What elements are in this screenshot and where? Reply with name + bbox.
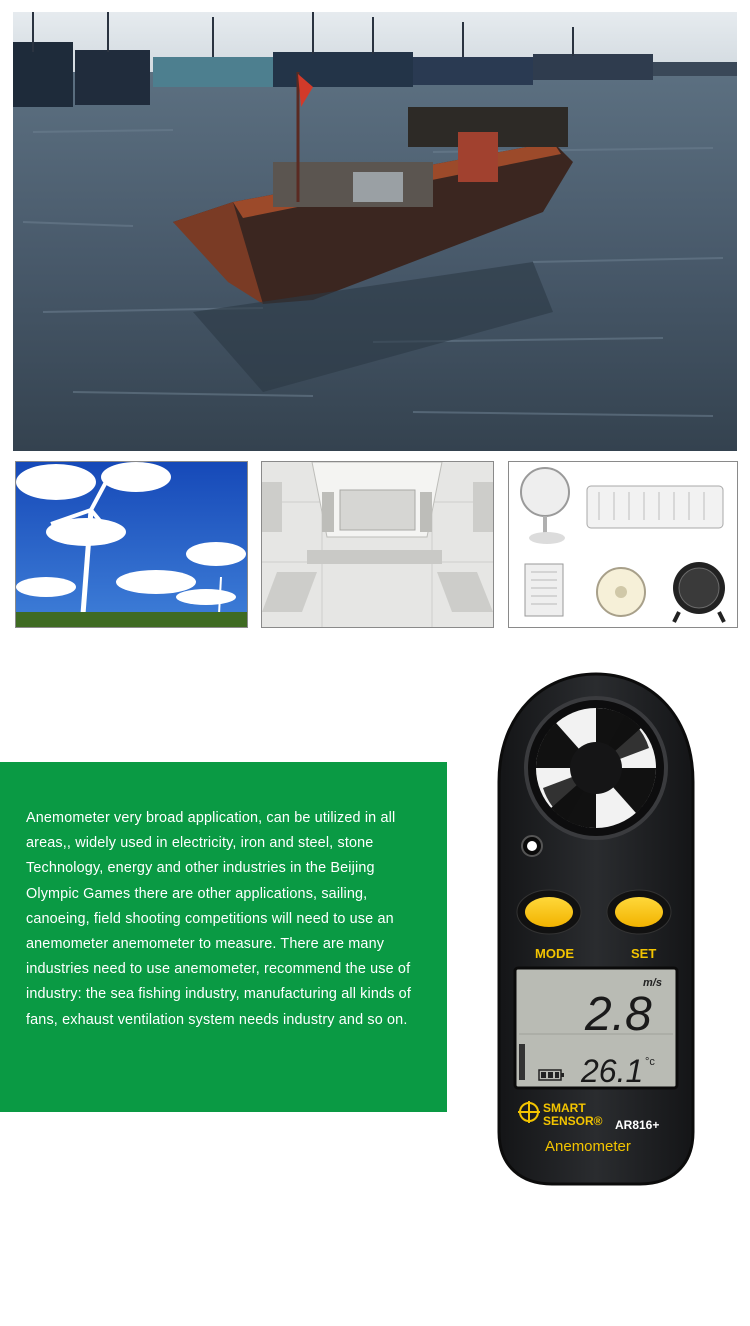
brand-line1: SMART [543,1101,586,1115]
hero-fishing-boat-photo [13,12,737,451]
mode-button[interactable] [517,890,581,934]
brand-line2: SENSOR® [543,1114,603,1128]
description-text: Anemometer very broad application, can be utilized in all areas,, widely used in electricity, iron and steel, stone Technology, energy and other industries in the Beijing Olympic Games there are other applications, sailing, canoeing, field shooting competitions will need to use an anemometer anemometer to measure. There are many industries need to use anemometer, recommend the use of industry: the sea fishing industry, manufacturing all kinds of fans, exhaust ventilation system needs industry and so on. [26,810,411,1028]
description-panel [0,762,447,1112]
product-name: Anemometer [545,1138,631,1155]
set-label: SET [631,946,657,961]
ceiling-air-conditioner-photo [261,461,494,628]
mode-label: MODE [535,946,574,961]
temp-unit: °c [645,1056,655,1068]
anemometer-device [495,672,697,1186]
speed-unit: m/s [643,977,662,989]
temp-value: 26.1 [581,1053,644,1089]
impeller-icon [526,698,666,838]
model-number: AR816+ [615,1118,660,1132]
speed-value: 2.8 [585,988,652,1041]
set-button[interactable] [607,890,671,934]
fans-and-ventilation-photo [508,461,738,628]
wind-turbine-photo [15,461,248,628]
